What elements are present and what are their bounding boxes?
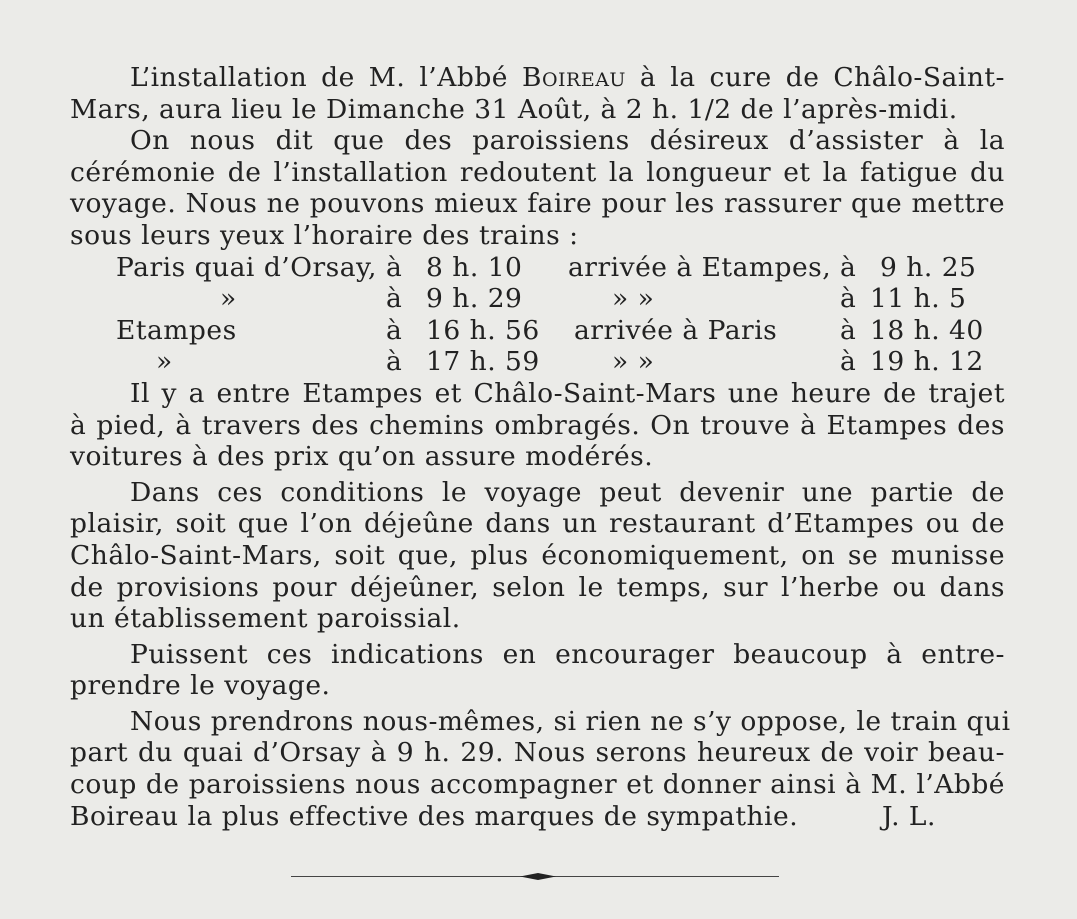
- text-line: prendre le voyage.: [70, 670, 331, 702]
- text-line: part du quai d’Orsay à 9 h. 29. Nous serons heureux de voir beau-: [70, 737, 1005, 769]
- text-line: de provisions pour déjeûner, selon le temps, sur l’herbe ou dans: [70, 571, 1005, 603]
- arrival-time: 19 h. 12: [870, 346, 984, 378]
- text-run: L’installation de M. l’Abbé: [130, 62, 522, 93]
- text-line: Puissent ces indications en encourager beaucoup à entre-: [130, 638, 1005, 670]
- arrival-time: 18 h. 40: [870, 314, 984, 346]
- departure-station: Etampes: [116, 314, 237, 346]
- timetable-row: [70, 346, 1005, 378]
- at-word: à: [840, 283, 857, 315]
- closing-line: [70, 801, 1005, 833]
- text-line: Il y a entre Etampes et Châlo-Saint-Mars une heure de trajet: [130, 377, 1005, 409]
- departure-time: 16 h. 56: [426, 314, 540, 346]
- ditto-mark: »: [220, 283, 237, 315]
- text-line: Nous prendrons nous-mêmes, si rien ne s’y oppose, le train qui: [130, 705, 1011, 737]
- at-word: à: [386, 346, 403, 378]
- name-boireau: Boireau: [521, 62, 626, 93]
- at-word: à: [840, 314, 857, 346]
- text-line: On nous dit que des paroissiens désireux d’assister à la: [130, 125, 1005, 157]
- rule-diamond-ornament: [520, 873, 556, 880]
- train-timetable: [70, 252, 1005, 378]
- signature-initials: J. L.: [882, 800, 936, 832]
- paragraph-installation: [70, 62, 1005, 94]
- at-word: à: [840, 251, 857, 283]
- arrival-station: arrivée à Etampes,: [568, 251, 832, 283]
- at-word: à: [386, 251, 403, 283]
- timetable-row: [70, 283, 1005, 315]
- ditto-mark: » »: [612, 346, 655, 378]
- departure-time: 17 h. 59: [426, 346, 540, 378]
- text-line: à pied, à travers des chemins ombragés. On trouve à Etampes des: [70, 409, 1005, 441]
- timetable-row: [70, 315, 1005, 347]
- departure-time: 9 h. 29: [426, 283, 523, 315]
- departure-station: Paris quai d’Orsay,: [116, 251, 377, 283]
- text-line: un établissement paroissial.: [70, 603, 461, 635]
- arrival-station: arrivée à Paris: [574, 314, 778, 346]
- ditto-mark: »: [156, 346, 173, 378]
- at-word: à: [386, 283, 403, 315]
- arrival-time: 9 h. 25: [880, 251, 977, 283]
- text-line: cérémonie de l’installation redoutent la longueur et la fatigue du: [70, 156, 1005, 188]
- text-line: Mars, aura lieu le Dimanche 31 Août, à 2 h. 1/2 de l’après-midi.: [70, 93, 958, 125]
- text-line: Châlo-Saint-Mars, soit que, plus économiquement, on se munisse: [70, 539, 1005, 571]
- text-line: plaisir, soit que l’on déjeûne dans un restaurant d’Etampes ou de: [70, 508, 1005, 540]
- timetable-row: [70, 252, 1005, 284]
- text-line: Dans ces conditions le voyage peut devenir une partie de: [130, 476, 1005, 508]
- at-word: à: [840, 346, 857, 378]
- text-line: voitures à des prix qu’on assure modérés.: [70, 441, 654, 473]
- text-line: sous leurs yeux l’horaire des trains :: [70, 219, 579, 251]
- at-word: à: [386, 314, 403, 346]
- text-run: à la cure de Châlo-Saint-: [625, 62, 1005, 93]
- text-line: coup de paroissiens nous accompagner et donner ainsi à M. l’Abbé: [70, 769, 1005, 801]
- article-text: [70, 62, 1011, 832]
- departure-time: 8 h. 10: [426, 251, 523, 283]
- arrival-time: 11 h. 5: [870, 283, 967, 315]
- ditto-mark: » »: [612, 283, 655, 315]
- text-line: voyage. Nous ne pouvons mieux faire pour les rassurer que mettre: [70, 188, 1005, 220]
- text-run: Boireau la plus effective des marques de sympathie.: [70, 800, 799, 832]
